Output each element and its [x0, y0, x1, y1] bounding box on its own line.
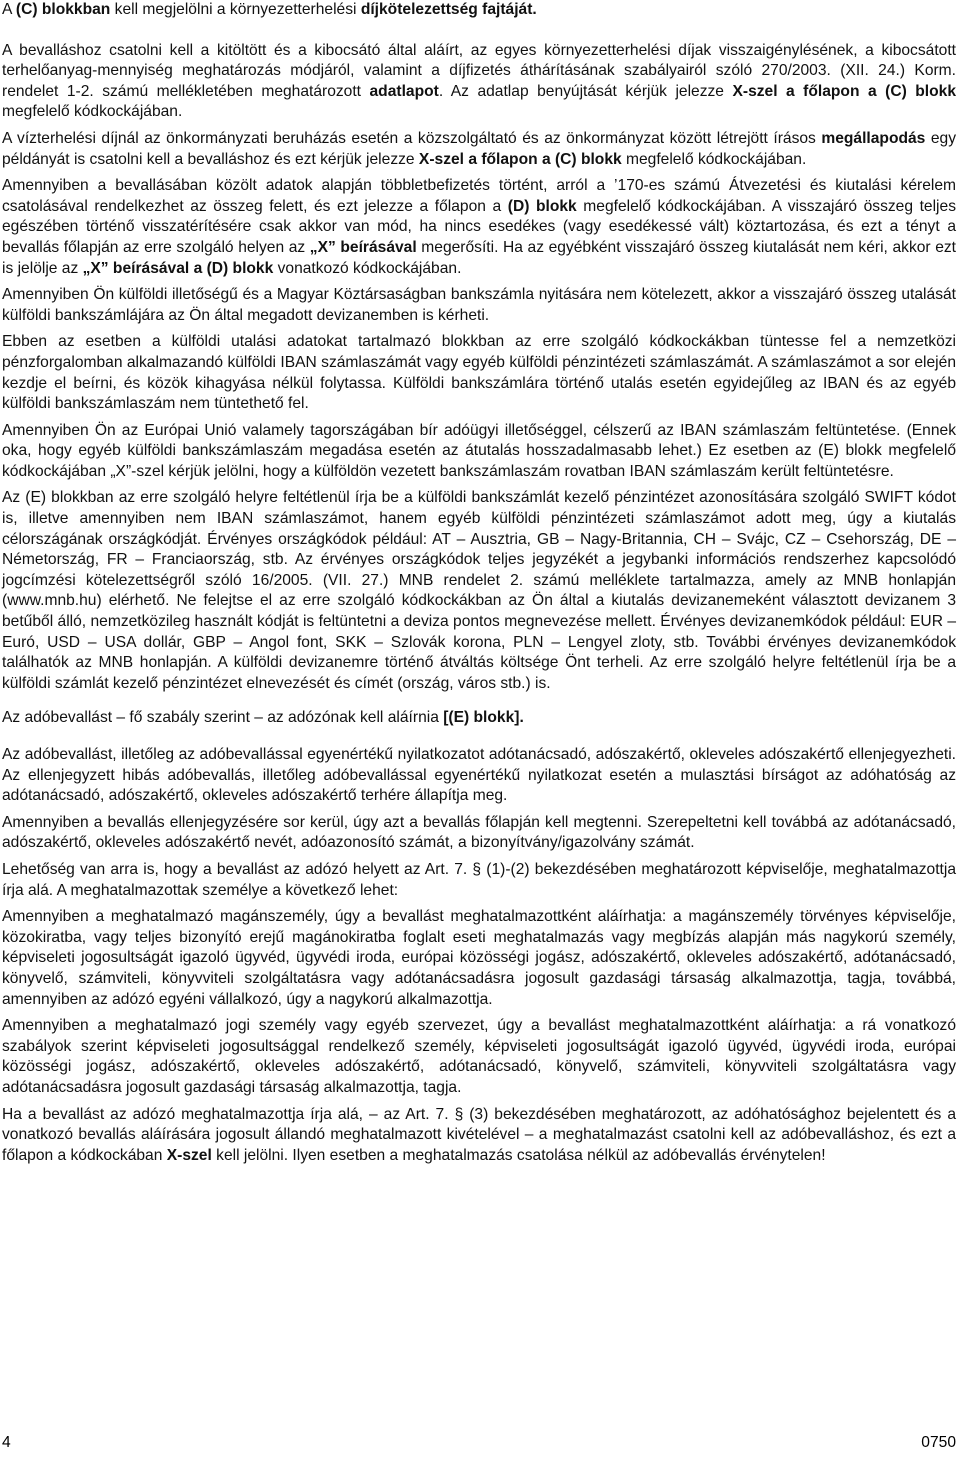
heading-bold: (C) blokkban	[15, 1, 111, 18]
paragraph-alairas: Az adóbevallást – fő szabály szerint – az adózónak kell aláírnia [(E) blokk].	[2, 709, 524, 727]
paragraph-ellenjegyzes: Az adóbevallást, illetőleg az adóbevallással egyenértékű nyilatkozatot adótanácsadó, adószakértő, okleveles adószakértő ellenjegyezheti. Az ellenjegyzett hibás adóbevallás, illetőleg adóbevallással egyenértékű nyilatkozat esetén a mulasztási bírságot az adóhatóság az adótanácsadó, adószakértő, okleveles adószakértő terhére állapítja meg.	[2, 746, 956, 805]
paragraph-iban: Amennyiben Ön az Európai Unió valamely tagországában bír adóügyi illetőséggel, célszerű az IBAN számlaszám feltüntetése. (Ennek oka, hogy egyéb külföldi bankszámlaszám megadása esetén az átutalás hosszadalmasabb lehet.) Ez esetben az (E) blokk megfelelő kódkockájában „X”-szel kérjük jelölni, hogy a külföldön vezetett bankszámlaszám rovatban IBAN számlaszám került feltüntetésre.	[2, 421, 956, 480]
heading-text: A	[2, 1, 16, 18]
page-number: 4	[2, 1434, 11, 1451]
paragraph-kulfoldi-utalas: Ebben az esetben a külföldi utalási adatokat tartalmazó blokkban az erre szolgáló kódkockákban tüntesse fel a nemzetközi pénzforgalomban alkalmazandó külföldi IBAN számlaszámát vagy egyéb külföldi pénzintézeti számlaszámát. A számlaszámot a sor elején kezdje el beírni, és közök kihagyása nélkül folytassa. Külföldi bankszámlára történő utalás esetén egyidejűleg az IBAN és az egyéb külföldi bankszámlaszám nem tüntethető fel.	[2, 333, 956, 413]
heading-text: kell megjelölni a környezetterhelési	[110, 1, 361, 18]
paragraph-tobbletbefizetes: Amennyiben a bevallásában közölt adatok alapján többletbefizetés történt, arról a ’170-es számú Átvezetési és kiutalási kérelem csatolásával rendelkezhet az összeg felett, és ezt jelezze a főlapon a (D) blokk megfelelő kódkockájában. A visszajáró összeg teljes egészében történő visszatérítésére csak akkor van mód, ha nincs esedékes (vagy esedékessé vált) köztartozása, és ezt a tényt a bevallás főlapján az erre szolgáló helyen az „X” beírásával megerősíti. Ha az egyébként visszajáró összeg kiutalását nem kéri, akkor ezt is jelölje az „X” beírásával a (D) blokk vonatkozó kódkockájában.	[2, 177, 957, 277]
paragraph-meghatalmazas-csatolasa: Ha a bevallást az adózó meghatalmazottja írja alá, – az Art. 7. § (3) bekezdésében meghatározott, az adóhatósághoz bejelentett és a vonatkozó bevallás aláírására jogosult állandó meghatalmazott kivételével – a meghatalmazást csatolni kell az adóbevalláshoz, és ezt a főlapon a kódkockában X-szel kell jelölni. Ilyen esetben a meghatalmazás csatolása nélkül az adóbevallás érvénytelen!	[2, 1105, 956, 1164]
heading-bold: díjkötelezettség fajtáját.	[360, 1, 537, 18]
paragraph-meghatalmazott: Lehetőség van arra is, hogy a bevallást az adózó helyett az Art. 7. § (1)-(2) bekezdésében meghatározott képviselője, meghatalmazottja írja alá. A meghatalmazottak személye a következő lehet:	[2, 860, 956, 899]
paragraph-adatlap: A bevalláshoz csatolni kell a kitöltött és a kibocsátó által aláírt, az egyes környezetterhelési díjak visszaigénylésének, a kibocsátott terhelőanyag-mennyiség meghatározás módjáról, valamint a díjfizetés áthárításának szabályairól szóló 270/2003. (XII. 24.) Korm. rendelet 1-2. számú mellékletében meghatározott adatlapot. Az adatlap benyújtását kérjük jelezze X-szel a főlapon a (C) blokk megfelelő kódkockájában.	[2, 41, 956, 121]
section-heading	[2, 0, 956, 21]
paragraph-ellenjegyzes-fo-lap: Amennyiben a bevallás ellenjegyzésére sor kerül, úgy azt a bevallás főlapján kell megtenni. Szerepeltetni kell továbbá az adótanácsadó, adószakértő, okleveles adószakértő nevét, adóazonosító számát, a bizonyítvány/igazolvány számát.	[2, 813, 956, 852]
paragraph-jogi-szemely: Amennyiben a meghatalmazó jogi személy vagy egyéb szervezet, úgy a bevallást meghatalmazottként aláírhatja: a rá vonatkozó szabályok szerint képviseletі jogosultsággal rendelkező személy, képviseleti jogosultságát igazoló ügyvéd, ügyvédi iroda, európai közösségi jogász, adószakértő, okleveles adószakértő, adótanácsadó, könyvelő, számviteli, könyvviteli szolgáltatásra vagy adótanácsadásra jogosult gazdasági társaság alkalmazottja, tagja.	[2, 1017, 956, 1096]
form-code: 0750	[921, 1434, 956, 1451]
paragraph-maganszemely: Amennyiben a meghatalmazó magánszemély, úgy a bevallást meghatalmazottként aláírhatja: a magánszemély törvényes képviselője, közokiratba, vagy teljes bizonyító erejű magánokiratba foglalt eseti meghatalmazás vagy megbízás alapján más nagykorú személy, képviseleti jogosultságát igazoló ügyvéd, ügyvédi iroda, európai közösségi jogász, adószakértő, okleveles adószakértő, adótanácsadó, könyvelő, számviteli, könyvviteli szolgáltatásra vagy adótanácsadásra jogosult gazdasági társaság alkalmazottja, tagja, továbbá, amennyiben az adózó egyéni vállalkozó, úgy a nagykorú alkalmazottja.	[2, 908, 956, 1008]
page-footer	[2, 1434, 956, 1452]
paragraph-kulfoldi-illetoseg: Amennyiben Ön külföldi illetőségű és a Magyar Köztársaságban bankszámla nyitására nem kötelezett, akkor a visszajáró összeg utalását külföldi bankszámlájára az Ön által megadott devizanemben is kérheti.	[2, 286, 956, 324]
paragraph-swift: Az (E) blokkban az erre szolgáló helyre feltétlenül írja be a külföldi bankszámlát kezelő pénzintézet azonosítására szolgáló SWIFT kódot is, illetve amennyiben nem IBAN számlaszámot, hanem egyéb külföldi pénzintézeti számlaszámot adott meg, úgy a kiutalás célországának országkódját. Érvényes országkódok például: AT – Ausztria, GB – Nagy-Britannia, CH – Svájc, CZ – Csehország, DE – Németország, FR – Franciaország, stb. Az érvényes országkódok teljes jegyzékét a jegybanki információs rendszerhez kapcsolódó jogcímzési kötelezettségről szóló 16/2005. (VII. 27.) MNB rendelet 2. számú melléklete tartalmazza, amely az MNB honlapján (www.mnb.hu) elérhető. Ne felejtse el az erre szolgáló kódkockákban az Ön által a kiutalás devizanemeként választott devizanem 3 betűből álló, nemzetközileg használt kódját is feltüntetni a deviza pontos megnevezése mellett. Érvényes devizanemkódok például: EUR – Euró, USD – USA dollár, GBP – Angol font, SKK – Szlovák korona, PLN – Lengyel zloty, stb. További érvényes devizanemkódok találhatók az MNB honlapján. A külföldi devizanemre történő átváltás költsége Önt terheli. Az erre szolgáló helyre feltétlenül írja be a külföldi számlát kezelő pénzintézet elnevezését és címét (ország, város stb.) is.	[2, 489, 956, 692]
paragraph-vizterhelesi: A vízterhelési díjnál az önkormányzati beruházás esetén a közszolgáltató és az önkormányzat között létrejött írásos megállapodás egy példányát is csatolni kell a bevalláshoz és ezt kérjük jelezze X-szel a főlapon a (C) blokk megfelelő kódkockájában.	[2, 129, 956, 168]
